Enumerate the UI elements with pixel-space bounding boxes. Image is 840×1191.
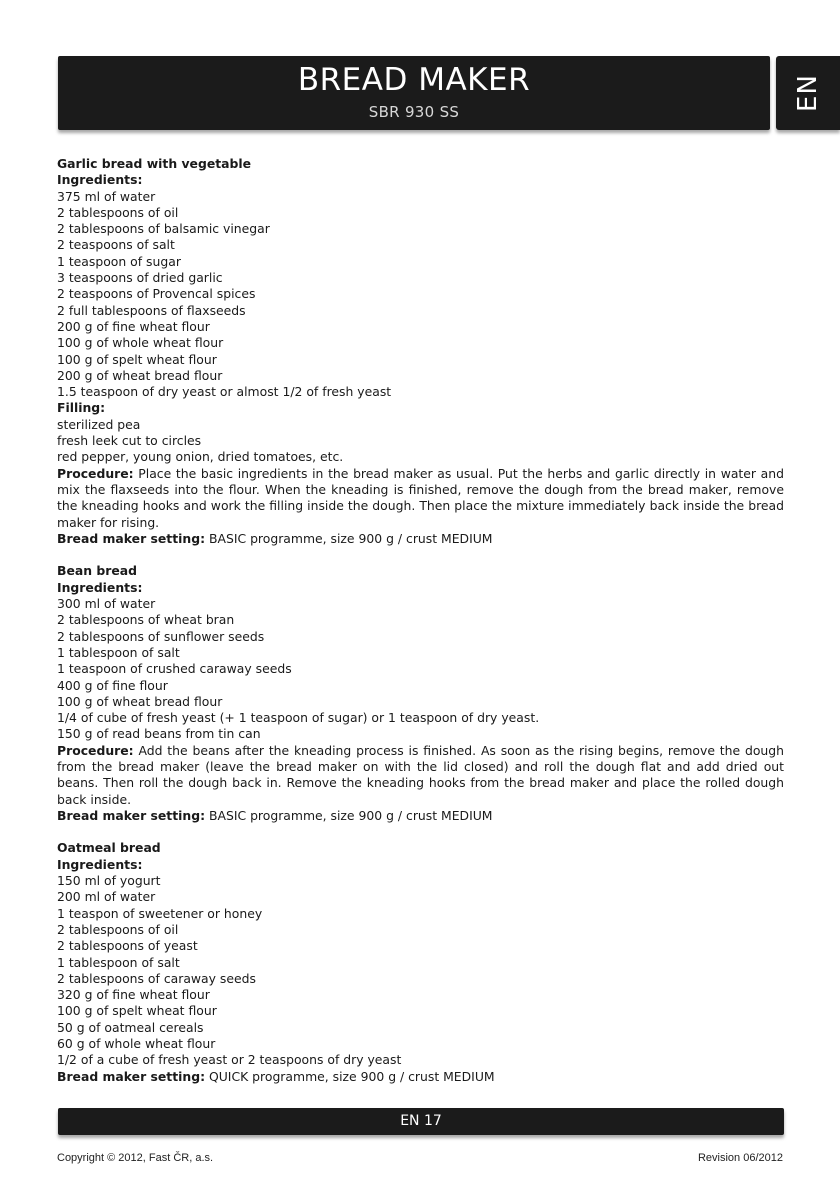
ingredient-item: 150 ml of yogurt: [57, 873, 161, 889]
ingredient-list: [57, 596, 784, 743]
ingredient-item: 100 g of spelt wheat flour: [57, 1003, 217, 1019]
setting-value: BASIC programme, size 900 g / crust MEDIUM: [208, 807, 493, 823]
ingredient-item: 1/4 of cube of fresh yeast (+ 1 teaspoon of sugar) or 1 teaspoon of dry yeast.: [57, 710, 540, 726]
setting-value: BASIC programme, size 900 g / crust MEDIUM: [208, 530, 493, 546]
filling-item: sterilized pea: [57, 416, 141, 432]
ingredients-heading: Ingredients:: [57, 579, 143, 595]
ingredient-item: 100 g of whole wheat flour: [57, 335, 224, 351]
setting-line: [57, 531, 784, 547]
ingredient-item: 1 teaspon of sweetener or honey: [57, 905, 263, 921]
ingredient-item: 1.5 teaspoon of dry yeast or almost 1/2 of fresh yeast: [57, 384, 392, 400]
recipe-title: Bean bread: [57, 563, 137, 579]
language-tab-label: EN: [793, 74, 823, 112]
setting-label: Bread maker setting:: [57, 530, 206, 546]
ingredient-item: 100 g of spelt wheat flour: [57, 351, 217, 367]
procedure-paragraph: [57, 466, 784, 531]
ingredient-item: 200 g of fine wheat flour: [57, 318, 210, 334]
ingredient-item: 60 g of whole wheat flour: [57, 1036, 216, 1052]
ingredient-item: 400 g of fine flour: [57, 677, 168, 693]
copyright-text: Copyright © 2012, Fast ČR, a.s.: [57, 1152, 214, 1164]
procedure-label: Procedure:: [57, 742, 134, 758]
ingredient-item: 150 g of read beans from tin can: [57, 726, 261, 742]
ingredient-item: 2 full tablespoons of flaxseeds: [57, 302, 246, 318]
filling-item: red pepper, young onion, dried tomatoes, etc.: [57, 449, 344, 465]
model-number: SBR 930 SS: [368, 103, 460, 121]
ingredient-item: 300 ml of water: [57, 596, 156, 612]
ingredient-item: 3 teaspoons of dried garlic: [57, 270, 223, 286]
recipe-title: Oatmeal bread: [57, 840, 161, 856]
ingredients-heading: Ingredients:: [57, 172, 143, 188]
ingredient-item: 2 teaspoons of Provencal spices: [57, 286, 256, 302]
header-bar: [58, 56, 770, 130]
filling-item: fresh leek cut to circles: [57, 433, 202, 449]
ingredient-item: 2 tablespoons of yeast: [57, 938, 198, 954]
recipe-garlic-bread: [57, 156, 784, 547]
ingredient-item: 1 teaspoon of crushed caraway seeds: [57, 661, 292, 677]
recipe-oatmeal-bread: [57, 840, 784, 1084]
setting-line: [57, 808, 784, 824]
ingredient-list: [57, 189, 784, 401]
ingredients-heading: Ingredients:: [57, 856, 143, 872]
ingredient-item: 2 tablespoons of caraway seeds: [57, 970, 256, 986]
ingredient-item: 375 ml of water: [57, 188, 156, 204]
recipe-content: [57, 156, 784, 1085]
procedure-label: Procedure:: [57, 465, 134, 481]
filling-list: [57, 417, 784, 466]
setting-label: Bread maker setting:: [57, 1068, 206, 1084]
ingredient-item: 200 ml of water: [57, 889, 156, 905]
filling-heading: Filling:: [57, 400, 106, 416]
procedure-text: Add the beans after the kneading process is finished. As soon as the rising begins, remove the dough from the bread maker (leave the bread maker on with the lid closed) and roll the dough flat and add dried out beans. Then roll the dough back in. Remove the kneading hooks from the bread maker and place the rolled dough back inside.: [57, 742, 784, 807]
ingredient-item: 2 tablespoons of balsamic vinegar: [57, 221, 270, 237]
ingredient-item: 2 tablespoons of wheat bran: [57, 612, 235, 628]
page-number-bar: [58, 1108, 784, 1135]
ingredient-item: 2 teaspoons of salt: [57, 237, 175, 253]
ingredient-list: [57, 873, 784, 1069]
ingredient-item: 2 tablespoons of oil: [57, 204, 179, 220]
procedure-paragraph: [57, 743, 784, 808]
ingredient-item: 50 g of oatmeal cereals: [57, 1019, 204, 1035]
setting-label: Bread maker setting:: [57, 807, 206, 823]
ingredient-item: 1 teaspoon of sugar: [57, 253, 181, 269]
ingredient-item: 200 g of wheat bread flour: [57, 367, 223, 383]
ingredient-item: 320 g of fine wheat flour: [57, 987, 210, 1003]
procedure-text: Place the basic ingredients in the bread maker as usual. Put the herbs and garlic directly in water and mix the flaxseeds into the flour. When the kneading is finished, remove the dough from the bread maker, remove the kneading hooks and work the filling inside the dough. Then place the mixture immediately back inside the bread maker for rising.: [57, 465, 784, 530]
document-title: BREAD MAKER: [297, 62, 531, 98]
ingredient-item: 2 tablespoons of oil: [57, 921, 179, 937]
ingredient-item: 1 tablespoon of salt: [57, 954, 180, 970]
ingredient-item: 100 g of wheat bread flour: [57, 693, 223, 709]
language-tab: [776, 56, 840, 130]
revision-text: Revision 06/2012: [697, 1152, 783, 1164]
setting-line: [57, 1069, 784, 1085]
page-number: EN 17: [400, 1113, 442, 1129]
ingredient-item: 1/2 of a cube of fresh yeast or 2 teaspoons of dry yeast: [57, 1052, 402, 1068]
recipe-title: Garlic bread with vegetable: [57, 156, 252, 171]
setting-value: QUICK programme, size 900 g / crust MEDIUM: [208, 1068, 495, 1084]
ingredient-item: 1 tablespoon of salt: [57, 644, 180, 660]
ingredient-item: 2 tablespoons of sunflower seeds: [57, 628, 265, 644]
recipe-bean-bread: [57, 563, 784, 824]
